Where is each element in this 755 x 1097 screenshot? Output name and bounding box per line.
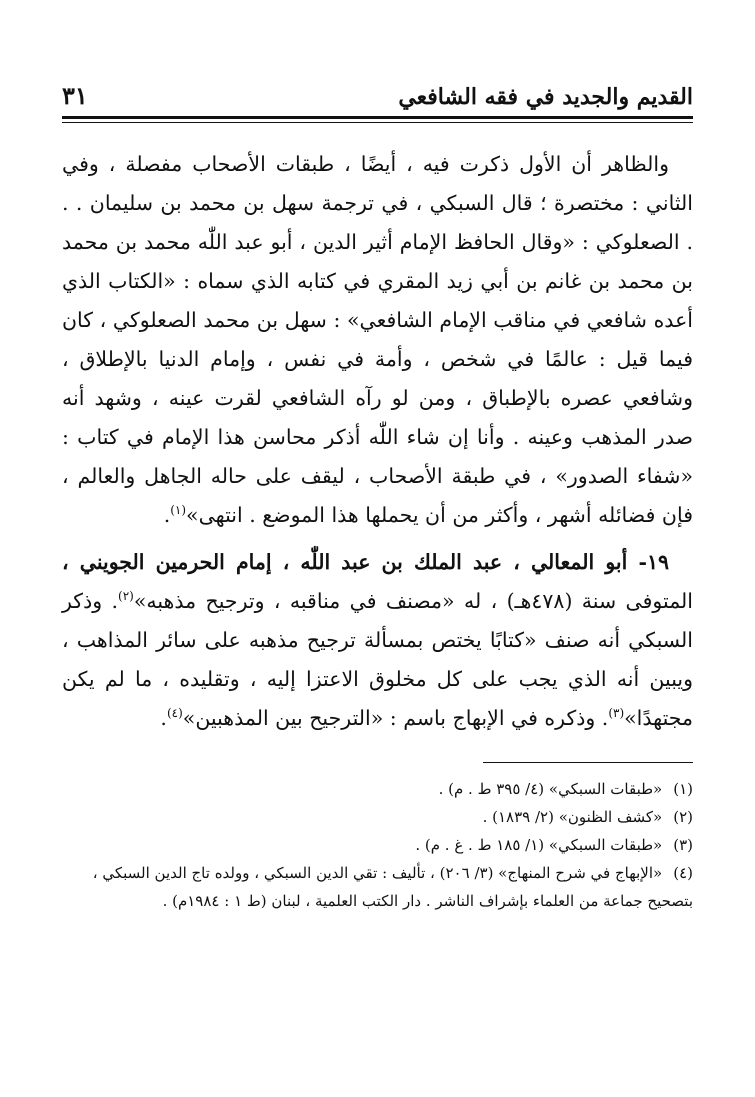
page-header: [62, 70, 693, 110]
book-page: [62, 70, 693, 1057]
footnote-ref-3: (٣): [608, 706, 625, 721]
footnote-ref-4: (٤): [166, 706, 183, 721]
footnote-3: (٣) «طبقات السبكي» (١/ ١٨٥ ط . غ . م) .: [415, 836, 693, 854]
footnote-ref-2: (٢): [118, 589, 134, 604]
entry-heading: ١٩- أبو المعالي ، عبد الملك بن عبد اللّٰه ، إمام الحرمين الجويني ،: [62, 550, 669, 574]
footnote-separator: [483, 762, 693, 763]
footnote-1: (١) «طبقات السبكي» (٤/ ٣٩٥ ط . م) .: [438, 780, 693, 798]
page-number: ٣١: [62, 81, 88, 110]
header-rule: [62, 116, 693, 123]
footnote-2: (٢) «كشف الظنون» (٢/ ١٨٣٩) .: [482, 808, 693, 826]
paragraph-1: والظاهر أن الأول ذكرت فيه ، أيضًا ، طبقات الأصحاب مفصلة ، وفي الثاني : مختصرة ؛ قال السبكي ، في ترجمة سهل بن محمد بن سليمان . . . الصعلوكي : «وقال الحافظ الإمام أثير الدين ، أبو عبد اللّٰه محمد بن محمد بن محمد بن غانم بن أبي زيد المقري في كتابه الذي سماه : «الكتاب الذي أعده شافعي في مناقب الإمام الشافعي» : سهل بن محمد الصعلوكي ، كان فيما قيل : عالمًا في شخص ، وأمة في نفس ، وإمام الدنيا بالإطلاق ، وشافعي عصره بالإطباق ، ومن لو رآه الشافعي لقرت عينه ، وشهد أنه صدر المذهب وعينه . وأنا إن شاء اللّٰه أذكر محاسن هذا الإمام في كتاب : «شفاء الصدور» ، في طبقة الأصحاب ، ليقف على حاله الجاهل والعالم ، فإن فضائله أشهر ، وأكثر من أن يحملها هذا الموضع . انتهى»$^{(١)}$.: [62, 152, 693, 527]
entry-19: ١٩- أبو المعالي ، عبد الملك بن عبد اللّٰه ، إمام الحرمين الجويني ، المتوفى سنة (٤٧٨هـ) ، له «مصنف في مناقبه ، وترجيح مذهبه»$^{(٢)}$. وذكر السبكي أنه صنف «كتابًا يختص بمسألة ترجيح مذهبه على سائر المذاهب ، ويبين أنه الذي يجب على كل مخلوق الاعتزا إليه ، وتقليده ، ما لم يكن مجتهدًا»$^{(٣)}$. وذكره في الإبهاج باسم : «الترجيح بين المذهبين»$^{(٤)}$.: [62, 550, 693, 730]
footnote-4: (٤) «الإبهاج في شرح المنهاج» (٣/ ٢٠٦) ، تأليف : تقي الدين السبكي ، وولده تاج الدين السبكي ، بتصحيح جماعة من العلماء بإشراف الناشر . دار الكتب العلمية ، لبنان (ط ١ : ١٩٨٤م) .: [92, 864, 693, 910]
footnote-ref-1: (١): [170, 503, 187, 518]
main-text: [62, 145, 693, 738]
footnotes: [62, 775, 693, 915]
running-title: القديم والجديد في فقه الشافعي: [398, 84, 693, 110]
